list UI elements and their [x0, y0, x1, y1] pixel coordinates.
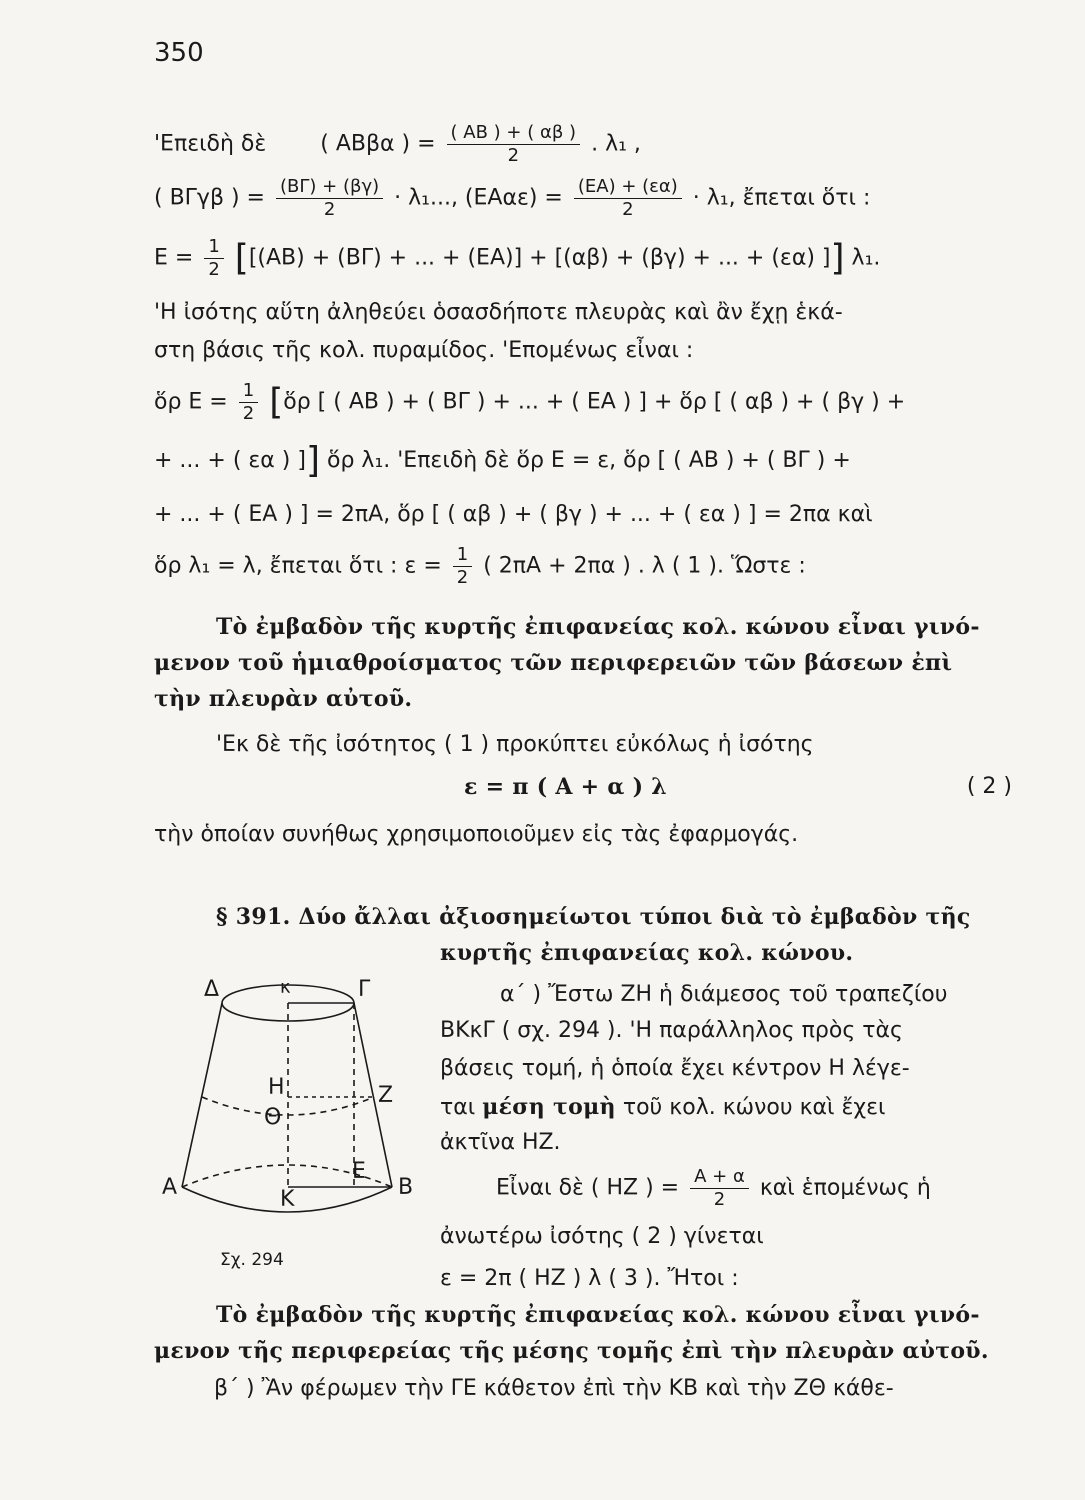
theorem-line: μενον τῆς περιφερείας τῆς μέσης τομῆς ἐπὶ τὴν πλευρὰν αὐτοῦ.: [154, 1338, 989, 1364]
label-delta: Δ: [204, 977, 220, 1002]
text-line: α΄ ) Ἔστω ΖΗ ἡ διάμεσος τοῦ τραπεζίου: [500, 982, 948, 1007]
frustum-diagram: [160, 975, 430, 1275]
text: Ε =: [154, 245, 194, 271]
text-line: ἀνωτέρω ἰσότης ( 2 ) γίνεται: [440, 1224, 764, 1249]
text-line: ε = 2π ( ΗΖ ) λ ( 3 ). Ἤτοι :: [440, 1266, 739, 1291]
text-line: β΄ ) Ἂν φέρωμεν τὴν ΓΕ κάθετον ἐπὶ τὴν ΚΒ καὶ τὴν ΖΘ κάθε-: [214, 1376, 894, 1401]
label-epsilon: Ε: [352, 1159, 366, 1184]
section-title: § 391. Δύο ἄλλαι ἀξιοσημείωτοι τύποι διὰ τὸ ἐμβαδὸν τῆς: [216, 904, 971, 930]
text: . λ₁ ,: [591, 131, 641, 157]
text-line: ἀκτῖνα ΗΖ.: [440, 1130, 561, 1155]
text: 'Επειδὴ δὲ: [154, 131, 267, 157]
text: Εἶναι δὲ ( ΗΖ ) =: [496, 1175, 680, 1201]
fraction: $\frac{1}{2}$: [453, 544, 472, 589]
eq-line-1: [154, 122, 1012, 167]
theorem-line: τὴν πλευρὰν αὐτοῦ.: [154, 686, 413, 712]
section-title: κυρτῆς ἐπιφανείας κολ. κώνου.: [440, 940, 854, 966]
fraction: $\frac{1}{2}$: [239, 380, 258, 425]
formula: ε = π ( Α + α ) λ: [464, 774, 667, 800]
eq-line-8: + ... + ( ΕΑ ) ] = 2πΑ, ὅρ [ ( αβ ) + ( βγ ) + ... + ( εα ) ] = 2πα καὶ: [154, 502, 873, 527]
eq-line-3: Ε = $\frac{1}{2}$ [[(ΑΒ) + (ΒΓ) + ... + (ΕΑ)] + [(αβ) + (βγ) + ... + (εα) ]] λ₁.: [154, 236, 881, 280]
text: ὅρ Ε =: [154, 389, 228, 415]
eq-line-6: ὅρ Ε = $\frac{1}{2}$ [ὅρ [ ( ΑΒ ) + ( ΒΓ ) + ... + ( ΕΑ ) ] + ὅρ [ ( αβ ) + ( βγ ) +: [154, 380, 906, 424]
figure-caption: Σχ. 294: [220, 1250, 284, 1270]
eq-line-2: [154, 176, 1012, 221]
fraction: $\frac{(B\Gamma) + (\beta\gamma)}{2}$: [276, 176, 383, 221]
page-number: 350: [154, 38, 204, 68]
eq-line-7: + ... + ( εα ) ]] ὅρ λ₁. 'Επειδὴ δὲ ὅρ Ε = ε, ὅρ [ ( ΑΒ ) + ( ΒΓ ) +: [154, 440, 851, 481]
text: ὅρ [ ( ΑΒ ) + ( ΒΓ ) + ... + ( ΕΑ ) ] + ὅρ [ ( αβ ) + ( βγ ) +: [283, 389, 906, 415]
label-zeta: Ζ: [378, 1083, 394, 1108]
text: ται: [440, 1095, 476, 1120]
theorem-line: μενον τοῦ ἡμιαθροίσματος τῶν περιφερειῶν τῶν βάσεων ἐπὶ: [154, 650, 953, 676]
text: ( 2πΑ + 2πα ) . λ ( 1 ). Ὥστε :: [483, 553, 806, 579]
label-K: Κ: [280, 1187, 295, 1212]
label-beta: Β: [398, 1175, 414, 1200]
label-kappa: κ: [280, 977, 291, 998]
text: · λ₁..., (ΕΑαε) =: [394, 185, 563, 211]
label-eta: Η: [268, 1075, 285, 1100]
text: τοῦ κολ. κώνου καὶ ἔχει: [622, 1095, 886, 1120]
text: [(ΑΒ) + (ΒΓ) + ... + (ΕΑ)] + [(αβ) + (βγ) + ... + (εα) ]: [248, 245, 831, 271]
text: + ... + ( εα ) ]: [154, 448, 306, 473]
text-line: 'Η ἰσότης αὕτη ἀληθεύει ὁσασδήποτε πλευρὰς καὶ ἂν ἔχῃ ἑκά-: [154, 300, 843, 325]
frustum-figure: [160, 975, 430, 1275]
text-line: τὴν ὁποίαν συνήθως χρησιμοποιοῦμεν εἰς τὰς ἐφαρμογάς.: [154, 822, 799, 847]
fraction: $\frac{(EA) + (\varepsilon\alpha)}{2}$: [574, 176, 682, 221]
text-line: [496, 1166, 1012, 1211]
text: ὅρ λ₁. 'Επειδὴ δὲ ὅρ Ε = ε, ὅρ [ ( ΑΒ ) + ( ΒΓ ) +: [327, 448, 851, 473]
text: ( ΒΓγβ ) =: [154, 185, 265, 211]
text-line: 'Εκ δὲ τῆς ἰσότητος ( 1 ) προκύπτει εὐκόλως ἡ ἰσότης: [216, 732, 814, 757]
side-left: [182, 1003, 222, 1187]
formula-number: ( 2 ): [966, 774, 1012, 799]
label-gamma: Γ: [358, 977, 371, 1002]
text: λ₁.: [851, 245, 881, 271]
text-line: [440, 1092, 1012, 1123]
label-alpha: Α: [162, 1175, 178, 1200]
theorem-line: Τὸ ἐμβαδὸν τῆς κυρτῆς ἐπιφανείας κολ. κώνου εἶναι γινό-: [216, 1302, 980, 1328]
theorem-line: Τὸ ἐμβαδὸν τῆς κυρτῆς ἐπιφανείας κολ. κώνου εἶναι γινό-: [216, 614, 980, 640]
fraction: $\frac{A + \alpha}{2}$: [690, 1166, 749, 1211]
fraction: $\frac{1}{2}$: [204, 236, 223, 281]
text-line: ΒΚκΓ ( σχ. 294 ). 'Η παράλληλος πρὸς τὰς: [440, 1018, 903, 1043]
eq-line-9: [154, 544, 1012, 589]
label-theta: Θ: [264, 1105, 282, 1130]
text: · λ₁, ἔπεται ὅτι :: [692, 185, 871, 211]
text-line: στη βάσις τῆς κολ. πυραμίδος. 'Επομένως εἶναι :: [154, 338, 694, 363]
text: ὅρ λ₁ = λ, ἔπεται ὅτι : ε =: [154, 553, 442, 579]
text-line: βάσεις τομή, ἡ ὁποία ἔχει κέντρον Η λέγε-: [440, 1056, 910, 1081]
emphasis: μέση τομὴ: [482, 1094, 616, 1120]
text: ( ΑΒβα ) =: [320, 131, 436, 157]
fraction: $\frac{( AB ) + ( \alpha\beta )}{2}$: [447, 122, 581, 167]
text: καὶ ἑπομένως ἡ: [759, 1175, 931, 1201]
